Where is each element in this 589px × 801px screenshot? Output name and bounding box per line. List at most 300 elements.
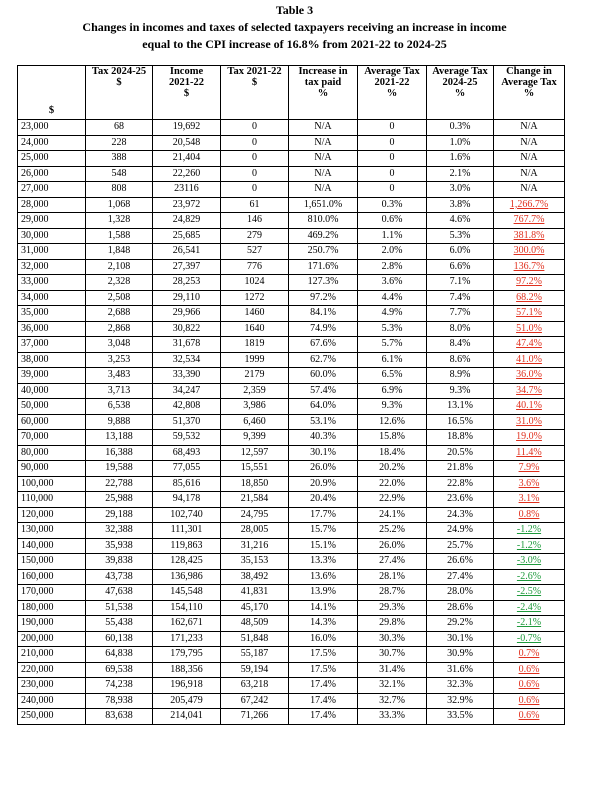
table-cell: N/A: [494, 151, 565, 167]
table-cell: N/A: [289, 135, 358, 151]
table-cell: 36,000: [18, 321, 86, 337]
table-cell: 17.4%: [289, 678, 358, 694]
table-cell: 51.0%: [494, 321, 565, 337]
table-cell: 67.6%: [289, 337, 358, 353]
table-cell: 45,170: [221, 600, 289, 616]
table-row: [18, 507, 565, 523]
table-cell: 1999: [221, 352, 289, 368]
column-header-text: Tax 2021-22: [227, 66, 282, 77]
table-cell: 1,328: [86, 213, 153, 229]
table-cell: 776: [221, 259, 289, 275]
table-cell: 61: [221, 197, 289, 213]
table-cell: 39,838: [86, 554, 153, 570]
table-cell: 13.6%: [289, 569, 358, 585]
table-cell: 55,438: [86, 616, 153, 632]
table-cell: 29,000: [18, 213, 86, 229]
table-row: [18, 321, 565, 337]
table-cell: 27,000: [18, 182, 86, 198]
table-cell: 0: [221, 151, 289, 167]
table-cell: 180,000: [18, 600, 86, 616]
table-cell: 228: [86, 135, 153, 151]
table-cell: 196,918: [153, 678, 221, 694]
table-cell: 810.0%: [289, 213, 358, 229]
table-cell: 67,242: [221, 693, 289, 709]
table-cell: 24.3%: [427, 507, 494, 523]
column-header-0: [18, 66, 86, 120]
table-cell: 31,216: [221, 538, 289, 554]
table-row: [18, 616, 565, 632]
table-cell: N/A: [289, 182, 358, 198]
table-row: [18, 538, 565, 554]
table-cell: 20.4%: [289, 492, 358, 508]
table-cell: 16.0%: [289, 631, 358, 647]
table-cell: 2,688: [86, 306, 153, 322]
table-cell: 2,108: [86, 259, 153, 275]
table-row: [18, 430, 565, 446]
table-cell: 30.7%: [358, 647, 427, 663]
table-cell: 1.1%: [358, 228, 427, 244]
table-cell: 3.6%: [358, 275, 427, 291]
table-cell: 15.1%: [289, 538, 358, 554]
table-cell: 68.2%: [494, 290, 565, 306]
table-cell: 527: [221, 244, 289, 260]
table-cell: 11.4%: [494, 445, 565, 461]
table-cell: 33.3%: [358, 709, 427, 725]
table-cell: 22,788: [86, 476, 153, 492]
column-header-text: %: [317, 88, 329, 99]
table-cell: 26,541: [153, 244, 221, 260]
table-row: [18, 414, 565, 430]
table-row: [18, 492, 565, 508]
table-cell: 20.2%: [358, 461, 427, 477]
table-cell: 32,388: [86, 523, 153, 539]
table-cell: 83,638: [86, 709, 153, 725]
table-cell: 18,850: [221, 476, 289, 492]
table-row: [18, 213, 565, 229]
table-row: [18, 445, 565, 461]
table-cell: N/A: [289, 120, 358, 136]
table-cell: 21.8%: [427, 461, 494, 477]
table-cell: 2,868: [86, 321, 153, 337]
table-cell: 41.0%: [494, 352, 565, 368]
column-header-text: %: [386, 88, 398, 99]
column-header-7: [494, 66, 565, 120]
table-cell: 230,000: [18, 678, 86, 694]
table-row: [18, 399, 565, 415]
table-cell: 0: [358, 120, 427, 136]
table-cell: 28.0%: [427, 585, 494, 601]
table-row: [18, 306, 565, 322]
table-cell: 12.6%: [358, 414, 427, 430]
table-cell: 26,000: [18, 166, 86, 182]
table-row: [18, 135, 565, 151]
table-cell: 13.3%: [289, 554, 358, 570]
table-cell: 29.2%: [427, 616, 494, 632]
table-cell: 120,000: [18, 507, 86, 523]
table-cell: -2.5%: [494, 585, 565, 601]
table-cell: 6.0%: [427, 244, 494, 260]
table-cell: 32.7%: [358, 693, 427, 709]
table-cell: 32.9%: [427, 693, 494, 709]
table-cell: 32.3%: [427, 678, 494, 694]
table-cell: 29.8%: [358, 616, 427, 632]
column-header-text: Change in: [506, 66, 552, 77]
table-cell: 57.1%: [494, 306, 565, 322]
table-cell: 97.2%: [494, 275, 565, 291]
column-header-text: Increase in: [298, 66, 348, 77]
table-number: Table 3: [275, 3, 314, 17]
table-row: [18, 383, 565, 399]
table-cell: 23.6%: [427, 492, 494, 508]
table-cell: 60,000: [18, 414, 86, 430]
table-cell: 0.7%: [494, 647, 565, 663]
table-cell: 0: [358, 166, 427, 182]
table-cell: 35,938: [86, 538, 153, 554]
table-cell: 53.1%: [289, 414, 358, 430]
table-cell: 31,000: [18, 244, 86, 260]
table-cell: 6.6%: [427, 259, 494, 275]
table-cell: 19.0%: [494, 430, 565, 446]
table-cell: 0: [221, 182, 289, 198]
table-cell: 68: [86, 120, 153, 136]
table-cell: 34,247: [153, 383, 221, 399]
table-row: [18, 631, 565, 647]
table-cell: 279: [221, 228, 289, 244]
table-cell: 171.6%: [289, 259, 358, 275]
table-cell: 23116: [153, 182, 221, 198]
table-cell: 30,822: [153, 321, 221, 337]
table-cell: 43,738: [86, 569, 153, 585]
table-cell: 154,110: [153, 600, 221, 616]
table-cell: 0: [358, 135, 427, 151]
table-cell: 136.7%: [494, 259, 565, 275]
table-cell: 17.5%: [289, 647, 358, 663]
table-cell: 1,266.7%: [494, 197, 565, 213]
table-cell: 1.0%: [427, 135, 494, 151]
table-cell: 200,000: [18, 631, 86, 647]
table-cell: 0.3%: [427, 120, 494, 136]
table-cell: 13.9%: [289, 585, 358, 601]
table-cell: 63,218: [221, 678, 289, 694]
column-header-2: [153, 66, 221, 120]
table-cell: 381.8%: [494, 228, 565, 244]
table-cell: 37,000: [18, 337, 86, 353]
column-header-text: 2024-25: [442, 77, 478, 88]
table-cell: 57.4%: [289, 383, 358, 399]
table-cell: 18.8%: [427, 430, 494, 446]
table-row: [18, 554, 565, 570]
table-row: [18, 228, 565, 244]
table-cell: 388: [86, 151, 153, 167]
table-cell: 70,000: [18, 430, 86, 446]
table-caption-line-2: equal to the CPI increase of 16.8% from 2021-22 to 2024-25: [142, 37, 447, 51]
table-row: [18, 166, 565, 182]
column-header-text: $: [116, 77, 122, 88]
table-cell: 77,055: [153, 461, 221, 477]
table-cell: 34.7%: [494, 383, 565, 399]
table-row: [18, 151, 565, 167]
table-cell: 3,986: [221, 399, 289, 415]
table-cell: 29,110: [153, 290, 221, 306]
table-cell: 0.6%: [494, 662, 565, 678]
table-cell: 30.1%: [289, 445, 358, 461]
table-cell: N/A: [289, 166, 358, 182]
table-cell: 171,233: [153, 631, 221, 647]
table-cell: 6,460: [221, 414, 289, 430]
table-cell: 35,000: [18, 306, 86, 322]
table-cell: 32.1%: [358, 678, 427, 694]
table-cell: 17.4%: [289, 693, 358, 709]
table-cell: 38,000: [18, 352, 86, 368]
table-cell: 34,000: [18, 290, 86, 306]
table-cell: 84.1%: [289, 306, 358, 322]
table-cell: 0.6%: [494, 678, 565, 694]
table-cell: 22.9%: [358, 492, 427, 508]
table-cell: 127.3%: [289, 275, 358, 291]
column-header-text: %: [523, 88, 535, 99]
table-cell: 28.7%: [358, 585, 427, 601]
table-cell: 2.1%: [427, 166, 494, 182]
table-cell: 20.9%: [289, 476, 358, 492]
column-header-text: $: [183, 88, 190, 99]
table-cell: 14.3%: [289, 616, 358, 632]
table-cell: 4.4%: [358, 290, 427, 306]
table-cell: 20.5%: [427, 445, 494, 461]
table-cell: 42,808: [153, 399, 221, 415]
table-cell: 1819: [221, 337, 289, 353]
table-cell: 2,328: [86, 275, 153, 291]
table-cell: 23,972: [153, 197, 221, 213]
table-cell: 2.8%: [358, 259, 427, 275]
table-row: [18, 337, 565, 353]
table-cell: 33,390: [153, 368, 221, 384]
table-cell: 51,538: [86, 600, 153, 616]
table-cell: 85,616: [153, 476, 221, 492]
table-row: [18, 368, 565, 384]
table-cell: 250.7%: [289, 244, 358, 260]
table-cell: N/A: [494, 166, 565, 182]
table-cell: 47,638: [86, 585, 153, 601]
column-header-text: 2021-22: [169, 77, 204, 88]
table-cell: 25,988: [86, 492, 153, 508]
table-cell: 97.2%: [289, 290, 358, 306]
table-cell: 140,000: [18, 538, 86, 554]
table-cell: 16.5%: [427, 414, 494, 430]
table-row: [18, 585, 565, 601]
table-cell: 55,187: [221, 647, 289, 663]
table-cell: 62.7%: [289, 352, 358, 368]
table-cell: 40.1%: [494, 399, 565, 415]
table-cell: 24,795: [221, 507, 289, 523]
table-cell: 35,153: [221, 554, 289, 570]
table-cell: 68,493: [153, 445, 221, 461]
table-cell: 25.7%: [427, 538, 494, 554]
table-cell: 210,000: [18, 647, 86, 663]
table-cell: 78,938: [86, 693, 153, 709]
table-cell: 22.0%: [358, 476, 427, 492]
table-cell: 0: [221, 166, 289, 182]
table-cell: 29,188: [86, 507, 153, 523]
table-cell: 8.6%: [427, 352, 494, 368]
table-cell: 31.4%: [358, 662, 427, 678]
table-cell: -0.7%: [494, 631, 565, 647]
table-cell: 1024: [221, 275, 289, 291]
table-cell: 2,508: [86, 290, 153, 306]
table-cell: -3.0%: [494, 554, 565, 570]
table-title: [0, 0, 589, 53]
table-cell: 100,000: [18, 476, 86, 492]
table-cell: N/A: [494, 120, 565, 136]
table-cell: 28,000: [18, 197, 86, 213]
table-cell: 18.4%: [358, 445, 427, 461]
table-cell: 26.6%: [427, 554, 494, 570]
table-cell: 2,359: [221, 383, 289, 399]
column-header-1: [86, 66, 153, 120]
table-cell: 24,000: [18, 135, 86, 151]
column-header-text: tax paid: [304, 77, 342, 88]
table-cell: 30.1%: [427, 631, 494, 647]
table-cell: 32,000: [18, 259, 86, 275]
table-row: [18, 678, 565, 694]
table-cell: 1,068: [86, 197, 153, 213]
table-row: [18, 290, 565, 306]
header-row: [18, 66, 565, 120]
table-cell: 21,404: [153, 151, 221, 167]
table-cell: 1,588: [86, 228, 153, 244]
table-cell: 38,492: [221, 569, 289, 585]
table-cell: 8.9%: [427, 368, 494, 384]
table-cell: 548: [86, 166, 153, 182]
table-cell: 0.6%: [494, 709, 565, 725]
table-cell: -1.2%: [494, 538, 565, 554]
table-cell: 205,479: [153, 693, 221, 709]
table-cell: 26.0%: [358, 538, 427, 554]
table-body: [18, 120, 565, 725]
table-cell: 4.9%: [358, 306, 427, 322]
table-cell: 7.1%: [427, 275, 494, 291]
table-cell: 130,000: [18, 523, 86, 539]
table-cell: 6.1%: [358, 352, 427, 368]
table-cell: 51,370: [153, 414, 221, 430]
table-cell: 22,260: [153, 166, 221, 182]
table-cell: 19,588: [86, 461, 153, 477]
table-cell: 190,000: [18, 616, 86, 632]
table-cell: 40,000: [18, 383, 86, 399]
table-cell: 59,532: [153, 430, 221, 446]
table-cell: 27.4%: [427, 569, 494, 585]
table-cell: 250,000: [18, 709, 86, 725]
table-cell: 111,301: [153, 523, 221, 539]
table-cell: 50,000: [18, 399, 86, 415]
table-cell: 29,966: [153, 306, 221, 322]
table-cell: 30.9%: [427, 647, 494, 663]
table-cell: 5.7%: [358, 337, 427, 353]
table-cell: 179,795: [153, 647, 221, 663]
table-cell: 6.5%: [358, 368, 427, 384]
column-header-text: $: [48, 105, 55, 116]
table-cell: 30,000: [18, 228, 86, 244]
table-cell: 71,266: [221, 709, 289, 725]
table-cell: 146: [221, 213, 289, 229]
table-cell: 28.1%: [358, 569, 427, 585]
table-cell: 94,178: [153, 492, 221, 508]
table-cell: 162,671: [153, 616, 221, 632]
table-cell: 25,685: [153, 228, 221, 244]
table-cell: 74,238: [86, 678, 153, 694]
table-cell: 69,538: [86, 662, 153, 678]
table-cell: 7.9%: [494, 461, 565, 477]
column-header-text: Tax 2024-25: [91, 66, 147, 77]
table-cell: 3,483: [86, 368, 153, 384]
table-row: [18, 647, 565, 663]
table-cell: 24.1%: [358, 507, 427, 523]
tax-table: [17, 65, 565, 725]
table-cell: 39,000: [18, 368, 86, 384]
column-header-text: 2021-22: [374, 77, 410, 88]
table-row: [18, 600, 565, 616]
table-cell: 20,548: [153, 135, 221, 151]
table-cell: 80,000: [18, 445, 86, 461]
table-cell: 9.3%: [427, 383, 494, 399]
table-cell: 0.6%: [494, 693, 565, 709]
table-cell: 27.4%: [358, 554, 427, 570]
table-cell: 0.3%: [358, 197, 427, 213]
table-row: [18, 120, 565, 136]
table-cell: 15.7%: [289, 523, 358, 539]
table-cell: 21,584: [221, 492, 289, 508]
table-cell: 3.0%: [427, 182, 494, 198]
table-cell: 64.0%: [289, 399, 358, 415]
table-cell: 40.3%: [289, 430, 358, 446]
column-header-6: [427, 66, 494, 120]
column-header-text: $: [251, 77, 258, 88]
table-row: [18, 569, 565, 585]
table-cell: 25.2%: [358, 523, 427, 539]
table-cell: 47.4%: [494, 337, 565, 353]
table-cell: 74.9%: [289, 321, 358, 337]
table-cell: 19,692: [153, 120, 221, 136]
table-cell: 13,188: [86, 430, 153, 446]
table-cell: 8.4%: [427, 337, 494, 353]
table-cell: 27,397: [153, 259, 221, 275]
table-cell: 7.4%: [427, 290, 494, 306]
table-cell: 14.1%: [289, 600, 358, 616]
table-cell: 60,138: [86, 631, 153, 647]
table-row: [18, 244, 565, 260]
table-cell: 25,000: [18, 151, 86, 167]
table-caption-line-1: Changes in incomes and taxes of selected taxpayers receiving an increase in income: [82, 20, 507, 34]
table-cell: N/A: [289, 151, 358, 167]
table-cell: 0: [358, 151, 427, 167]
table-cell: 9,399: [221, 430, 289, 446]
table-row: [18, 259, 565, 275]
table-cell: 28.6%: [427, 600, 494, 616]
table-cell: 3,713: [86, 383, 153, 399]
table-cell: 1.6%: [427, 151, 494, 167]
table-cell: 31.6%: [427, 662, 494, 678]
column-header-text: Income: [169, 66, 204, 77]
table-cell: 7.7%: [427, 306, 494, 322]
table-cell: 808: [86, 182, 153, 198]
table-cell: 128,425: [153, 554, 221, 570]
table-row: [18, 476, 565, 492]
table-cell: 3,253: [86, 352, 153, 368]
table-cell: 29.3%: [358, 600, 427, 616]
column-header-text: Average Tax: [432, 66, 488, 77]
table-cell: 28,253: [153, 275, 221, 291]
table-row: [18, 662, 565, 678]
table-cell: 2179: [221, 368, 289, 384]
